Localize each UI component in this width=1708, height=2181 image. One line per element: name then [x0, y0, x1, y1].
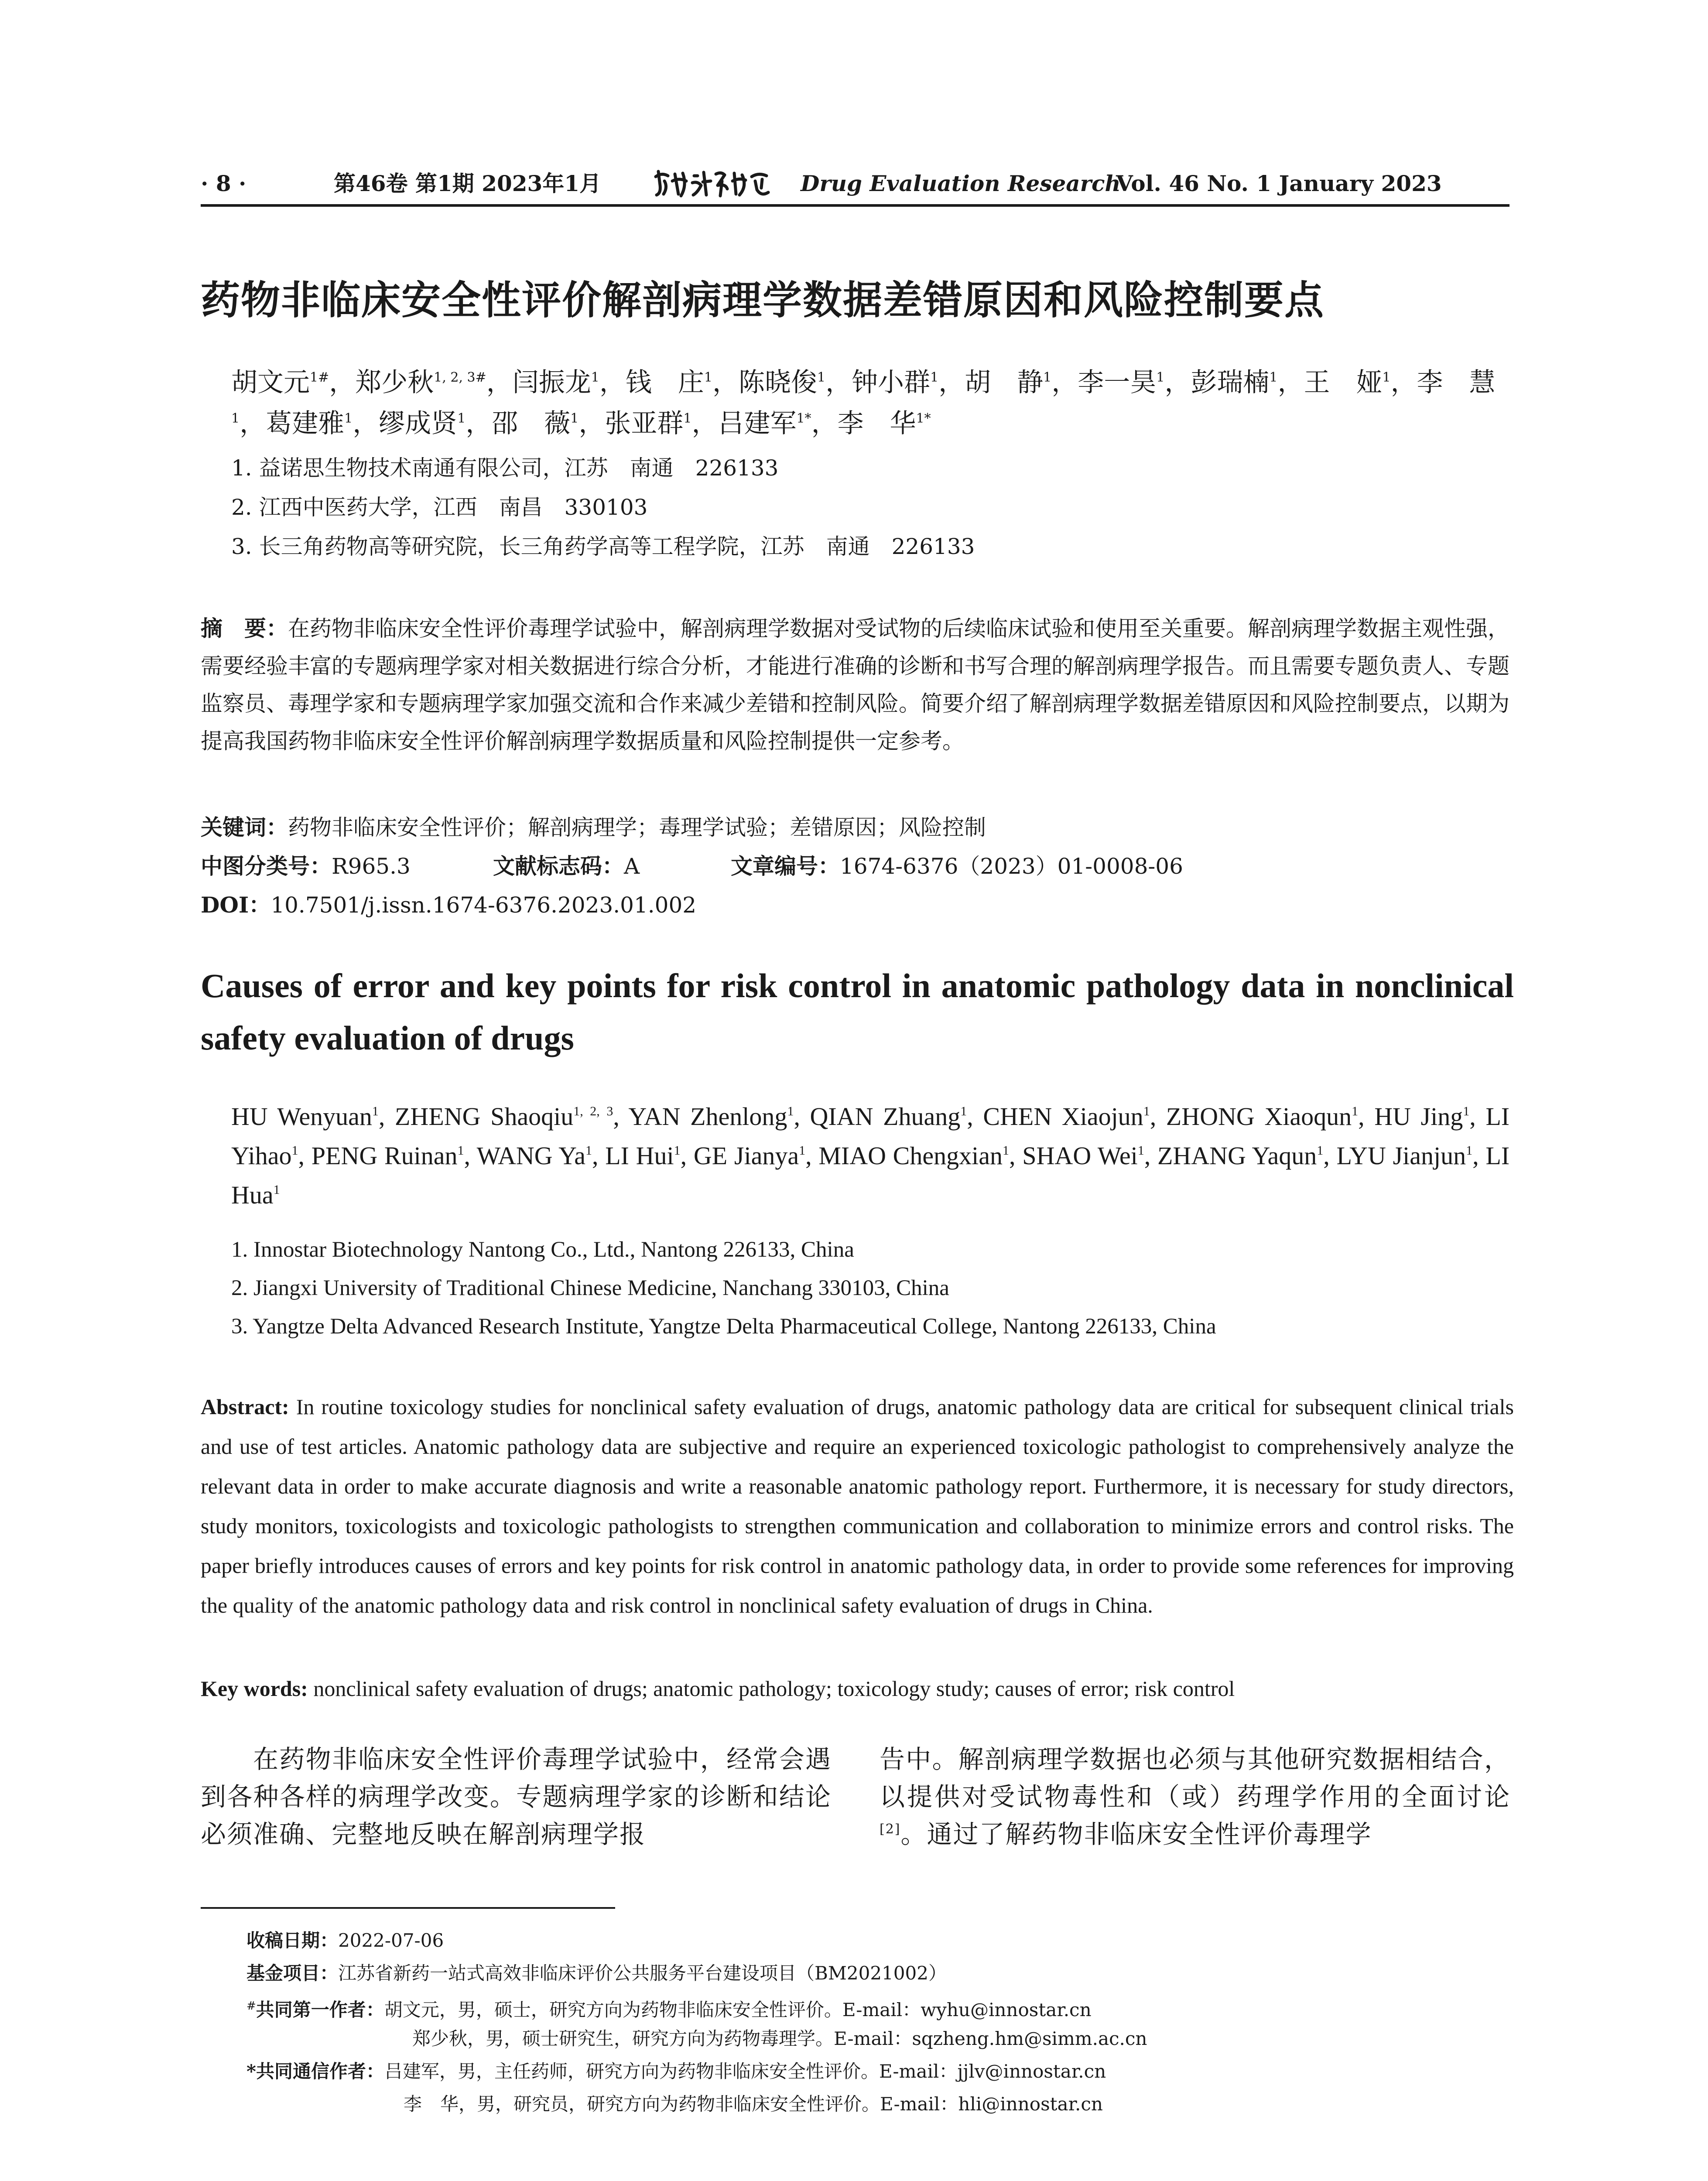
en-author-name: MIAO Chengxian: [818, 1142, 1003, 1170]
page-number: · 8 ·: [201, 171, 246, 196]
cn-author: [1191, 367, 1277, 398]
doi-value[interactable]: 10.7501/j.issn.1674-6376.2023.01.002: [270, 892, 697, 918]
cn-author-name: 张亚群: [605, 408, 684, 439]
footnote-cofirst: [246, 1993, 1092, 2023]
en-author: [477, 1142, 592, 1170]
clc-value: R965.3: [332, 854, 411, 879]
cn-author-affiliation-mark: 1*: [796, 411, 811, 426]
cn-author: [852, 367, 938, 398]
keywords-cn-text: 药物非临床安全性评价；解剖病理学；毒理学试验；差错原因；风险控制: [288, 815, 986, 840]
en-author-affiliation-mark: 1: [799, 1143, 806, 1158]
cn-author-affiliation-mark: 1#: [310, 370, 329, 385]
keywords-en: [201, 1673, 1235, 1704]
cn-author-name: 缪成贤: [379, 408, 458, 439]
en-author-name: HU Wenyuan: [231, 1102, 372, 1131]
cn-author: [266, 408, 353, 439]
en-author-affiliation-mark: 1: [1352, 1104, 1359, 1118]
abstract-en-label: Abstract:: [201, 1395, 289, 1419]
keywords-cn: [201, 812, 986, 843]
cn-author-affiliation-mark: 1, 2, 3#: [434, 370, 486, 385]
cn-author-affiliation-mark: 1*: [916, 411, 931, 426]
cn-author-affiliation-mark: 1: [1382, 370, 1391, 385]
doc-code: [493, 851, 640, 882]
header-rule: [201, 204, 1509, 207]
cn-author-affiliation-mark: 1: [1156, 370, 1165, 385]
clc-label: 中图分类号：: [201, 853, 332, 879]
cn-author-name: 钱 庄: [625, 367, 704, 398]
cofirst-1: 胡文元，男，硕士，研究方向为药物非临床安全性评价。E-mail：wyhu@innostar.cn: [384, 1999, 1092, 2020]
cn-author: [379, 408, 466, 439]
volume-en: Vol. 46 No. 1 January 2023: [1116, 171, 1442, 196]
en-author: [818, 1142, 1009, 1170]
en-author: [983, 1102, 1150, 1131]
en-author-affiliation-mark: 1: [1317, 1143, 1324, 1158]
article-number: [731, 851, 1183, 882]
en-author-name: YAN Zhenlong: [628, 1102, 787, 1131]
body-right-text-1: 告中。解剖病理学数据也必须与其他研究数据相结合，以提供对受试物毒性和（或）药理学作用的全面讨论: [880, 1744, 1510, 1812]
body-left-column: 在药物非临床安全性评价毒理学试验中，经常会遇到各种各样的病理学改变。专题病理学家的诊断和结论必须准确、完整地反映在解剖病理学报: [201, 1744, 832, 1849]
en-author-affiliation-mark: 1: [273, 1183, 280, 1197]
authors-en: HU Wenyuan$^1$, ZHENG Shaoqiu$^{1, 2, 3}$, YAN Zhenlong$^1$, QIAN Zhuang$^1$, CHEN Xiaojun$^1$, ZHONG Xiaoqun$^1$, HU Jing$^1$, LI Yihao$^1$, PENG Ruinan$^1$, WANG Ya$^1$, LI Hui$^1$, GE Jianya$^1$, MIAO Chengxian$^1$, SHAO Wei$^1$, ZHANG Yaqun$^1$, LYU Jianjun$^1$, LI Hua$^1$: [231, 1102, 1510, 1209]
cn-author: [1304, 367, 1390, 398]
en-author: [628, 1102, 794, 1131]
journal-logo: [652, 168, 771, 199]
cn-author-name: 李 华: [837, 408, 916, 439]
en-author-affiliation-mark: 1: [674, 1143, 681, 1158]
keywords-en-text: nonclinical safety evaluation of drugs; anatomic pathology; toxicology study; causes of error; risk control: [313, 1676, 1235, 1701]
en-author-affiliation-mark: 1: [787, 1104, 794, 1118]
keywords-en-label: Key words:: [201, 1676, 308, 1701]
fund-value: 江苏省新药一站式高效非临床评价公共服务平台建设项目（BM2021002）: [338, 1962, 947, 1984]
corr-label: *共同通信作者：: [246, 2061, 384, 2082]
body-right-text-2: 。通过了解药物非临床安全性评价毒理学: [900, 1819, 1372, 1849]
cn-author-name: 陈晓俊: [738, 367, 817, 398]
cn-author-affiliation-mark: 1: [231, 411, 240, 426]
affiliation-en-2: 2. Jiangxi University of Traditional Chinese Medicine, Nanchang 330103, China: [231, 1276, 949, 1300]
cn-author: [355, 367, 486, 398]
cn-author-affiliation-mark: 1: [457, 411, 466, 426]
en-author-affiliation-mark: 1: [960, 1104, 967, 1118]
cn-author: [739, 367, 825, 398]
footnote-received: [246, 1928, 444, 1953]
en-author: [231, 1102, 379, 1131]
en-author-name: LYU Jianjun: [1336, 1142, 1466, 1170]
cn-author-affiliation-mark: 1: [570, 411, 579, 426]
volume-cn: 第46卷 第1期 2023年1月: [334, 171, 602, 196]
en-author: [605, 1142, 680, 1170]
en-author-affiliation-mark: 1: [585, 1143, 592, 1158]
footnote-cofirst-2: 郑少秋，男，硕士研究生，研究方向为药物毒理学。E-mail：sqzheng.hm@simm.ac.cn: [412, 2028, 1147, 2049]
en-author: [1337, 1142, 1473, 1170]
cofirst-label: 共同第一作者：: [256, 1999, 384, 2020]
doc-label: 文献标志码：: [493, 853, 624, 879]
cn-author-affiliation-mark: 1: [591, 370, 599, 385]
en-author-affiliation-mark: 1: [291, 1143, 298, 1158]
cn-author-name: 吕建军: [718, 408, 797, 439]
journal-name-en: Drug Evaluation Research: [801, 171, 1121, 196]
cn-author-name: 钟小群: [852, 367, 931, 398]
doi: [201, 890, 696, 920]
cn-author-name: 郑少秋: [355, 367, 434, 398]
cn-author: [626, 367, 712, 398]
en-author-affiliation-mark: 1: [1466, 1143, 1473, 1158]
en-author-name: PENG Ruinan: [311, 1142, 458, 1170]
received-value: 2022-07-06: [338, 1930, 444, 1951]
authors-cn: 胡文元$^{1\#}$，郑少秋$^{1, 2, 3\#}$，闫振龙$^1$，钱 庄$^1$，陈晓俊$^1$，钟小群$^1$，胡 静$^1$，李一昊$^1$，彭瑞楠$^1$，王 娅$^1$，李 慧$^1$，葛建雅$^1$，缪成贤$^1$，邵 薇$^1$，张亚群$^1$，吕建军$^{1*}$，李 华$^{1*}$: [231, 367, 1496, 439]
footnote-fund: [246, 1961, 947, 1986]
cn-author-name: 李 慧: [1417, 367, 1496, 398]
body-right-column: [880, 1740, 1510, 1853]
cn-author-affiliation-mark: 1: [1043, 370, 1052, 385]
en-author-affiliation-mark: 1, 2, 3: [573, 1104, 613, 1118]
cn-author-name: 李一昊: [1078, 367, 1157, 398]
cn-author-affiliation-mark: 1: [1269, 370, 1278, 385]
en-author: [810, 1102, 967, 1131]
affiliation-cn-1: 1. 益诺思生物技术南通有限公司，江苏 南通 226133: [231, 455, 779, 481]
cn-author-name: 胡 静: [965, 367, 1044, 398]
abstract-en: [201, 1387, 1514, 1625]
cn-author-affiliation-mark: 1: [704, 370, 712, 385]
clc-number: [201, 851, 411, 882]
footnote-corr: [246, 2059, 1106, 2084]
article-label: 文章编号：: [731, 853, 840, 879]
en-author-name: ZHANG Yaqun: [1157, 1142, 1317, 1170]
journal-logo-calligraphy-icon: [652, 168, 771, 199]
cn-author: [838, 408, 931, 439]
doi-label: DOI：: [201, 892, 271, 918]
cn-author: [965, 367, 1051, 398]
cn-author: [492, 408, 578, 439]
cn-author-affiliation-mark: 1: [817, 370, 826, 385]
en-author-name: SHAO Wei: [1022, 1142, 1138, 1170]
cn-author-affiliation-mark: 1: [683, 411, 692, 426]
keywords-cn-label: 关键词：: [201, 814, 288, 840]
en-author: [1166, 1102, 1358, 1131]
en-author: [1022, 1142, 1144, 1170]
cn-author: [231, 367, 329, 398]
cn-author: [1078, 367, 1164, 398]
footnote-corr-2: 李 华，男，研究员，研究方向为药物非临床安全性评价。E-mail：hli@innostar.cn: [404, 2093, 1103, 2115]
en-author-affiliation-mark: 1: [1143, 1104, 1150, 1118]
en-author-affiliation-mark: 1: [457, 1143, 464, 1158]
affiliation-en-3: 3. Yangtze Delta Advanced Research Institute, Yangtze Delta Pharmaceutical College, Nantong 226133, China: [231, 1314, 1216, 1339]
cofirst-mark: #: [246, 2000, 256, 2013]
abstract-cn: [201, 610, 1509, 760]
abstract-en-text: In routine toxicology studies for nonclinical safety evaluation of drugs, anatomic pathology data are critical for subsequent clinical trials and use of test articles. Anatomic pathology data are subjective and require an experienced toxicologic pathologist to comprehensively analyze the relevant data in order to make accurate diagnosis and write a reasonable anatomic pathology report. Furthermore, it is necessary for study directors, study monitors, toxicologists and toxicologic pathologists to strengthen communication and collaboration to minimize errors and control risks. The paper briefly introduces causes of errors and key points for risk control in anatomic pathology data, in order to provide some references for improving the quality of the anatomic pathology data and risk control in nonclinical safety evaluation of drugs in China.: [201, 1395, 1514, 1617]
en-author-affiliation-mark: 1: [1002, 1143, 1009, 1158]
en-author-name: QIAN Zhuang: [810, 1102, 961, 1131]
cn-author-name: 葛建雅: [266, 408, 345, 439]
corr-1: 吕建军，男，主任药师，研究方向为药物非临床安全性评价。E-mail：jjlv@innostar.cn: [384, 2061, 1106, 2082]
cn-author-name: 胡文元: [231, 367, 310, 398]
en-author-name: WANG Ya: [476, 1142, 585, 1170]
en-author-name: ZHONG Xiaoqun: [1166, 1102, 1352, 1131]
cn-author-name: 邵 薇: [492, 408, 571, 439]
en-author-name: LI Hua: [231, 1142, 1510, 1209]
en-author-name: GE Jianya: [693, 1142, 799, 1170]
en-author: [311, 1142, 464, 1170]
en-author-affiliation-mark: 1: [1463, 1104, 1470, 1118]
affiliation-cn-3: 3. 长三角药物高等研究院，长三角药学高等工程学院，江苏 南通 226133: [231, 534, 975, 559]
en-author: [1157, 1142, 1323, 1170]
en-author-affiliation-mark: 1: [1137, 1143, 1144, 1158]
received-label: 收稿日期：: [246, 1930, 339, 1951]
cn-author-name: 彭瑞楠: [1191, 367, 1270, 398]
fund-label: 基金项目：: [246, 1962, 339, 1984]
title-en: Causes of error and key points for risk control in anatomic pathology data in nonclinical safety evaluation of drugs: [201, 967, 1514, 1057]
en-author: [1374, 1102, 1469, 1131]
cn-author: [513, 367, 599, 398]
article-value: 1674-6376（2023）01-0008-06: [840, 854, 1183, 879]
en-author-name: LI Hui: [605, 1142, 674, 1170]
citation-ref[interactable]: [2]: [880, 1822, 901, 1837]
footnote-rule: [201, 1907, 615, 1909]
doc-value: A: [624, 854, 640, 879]
affiliation-en-1: 1. Innostar Biotechnology Nantong Co., Ltd., Nantong 226133, China: [231, 1237, 854, 1262]
abstract-cn-text: 在药物非临床安全性评价毒理学试验中，解剖病理学数据对受试物的后续临床试验和使用至关重要。解剖病理学数据主观性强，需要经验丰富的专题病理学家对相关数据进行综合分析，才能进行准确的诊断和书写合理的解剖病理学报告。而且需要专题负责人、专题监察员、毒理学家和专题病理学家加强交流和合作来减少差错和控制风险。简要介绍了解剖病理学数据差错原因和风险控制要点，以期为提高我国药物非临床安全性评价解剖病理学数据质量和风险控制提供一定参考。: [201, 616, 1509, 754]
en-author-name: CHEN Xiaojun: [983, 1102, 1143, 1131]
en-author-name: LI Yihao: [231, 1102, 1510, 1170]
en-author-name: HU Jing: [1374, 1102, 1463, 1131]
cn-author-name: 王 娅: [1304, 367, 1383, 398]
cn-author-affiliation-mark: 1: [344, 411, 353, 426]
cn-author: [605, 408, 691, 439]
affiliation-cn-2: 2. 江西中医药大学，江西 南昌 330103: [231, 495, 648, 520]
en-author: [395, 1102, 613, 1131]
cn-author-affiliation-mark: 1: [930, 370, 939, 385]
title-cn: 药物非临床安全性评价解剖病理学数据差错原因和风险控制要点: [201, 277, 1325, 323]
cn-author: [718, 408, 811, 439]
cn-author-name: 闫振龙: [512, 367, 591, 398]
en-author-name: ZHENG Shaoqiu: [395, 1102, 574, 1131]
abstract-cn-label: 摘 要：: [201, 615, 288, 641]
en-author: [694, 1142, 805, 1170]
en-author-affiliation-mark: 1: [372, 1104, 379, 1118]
